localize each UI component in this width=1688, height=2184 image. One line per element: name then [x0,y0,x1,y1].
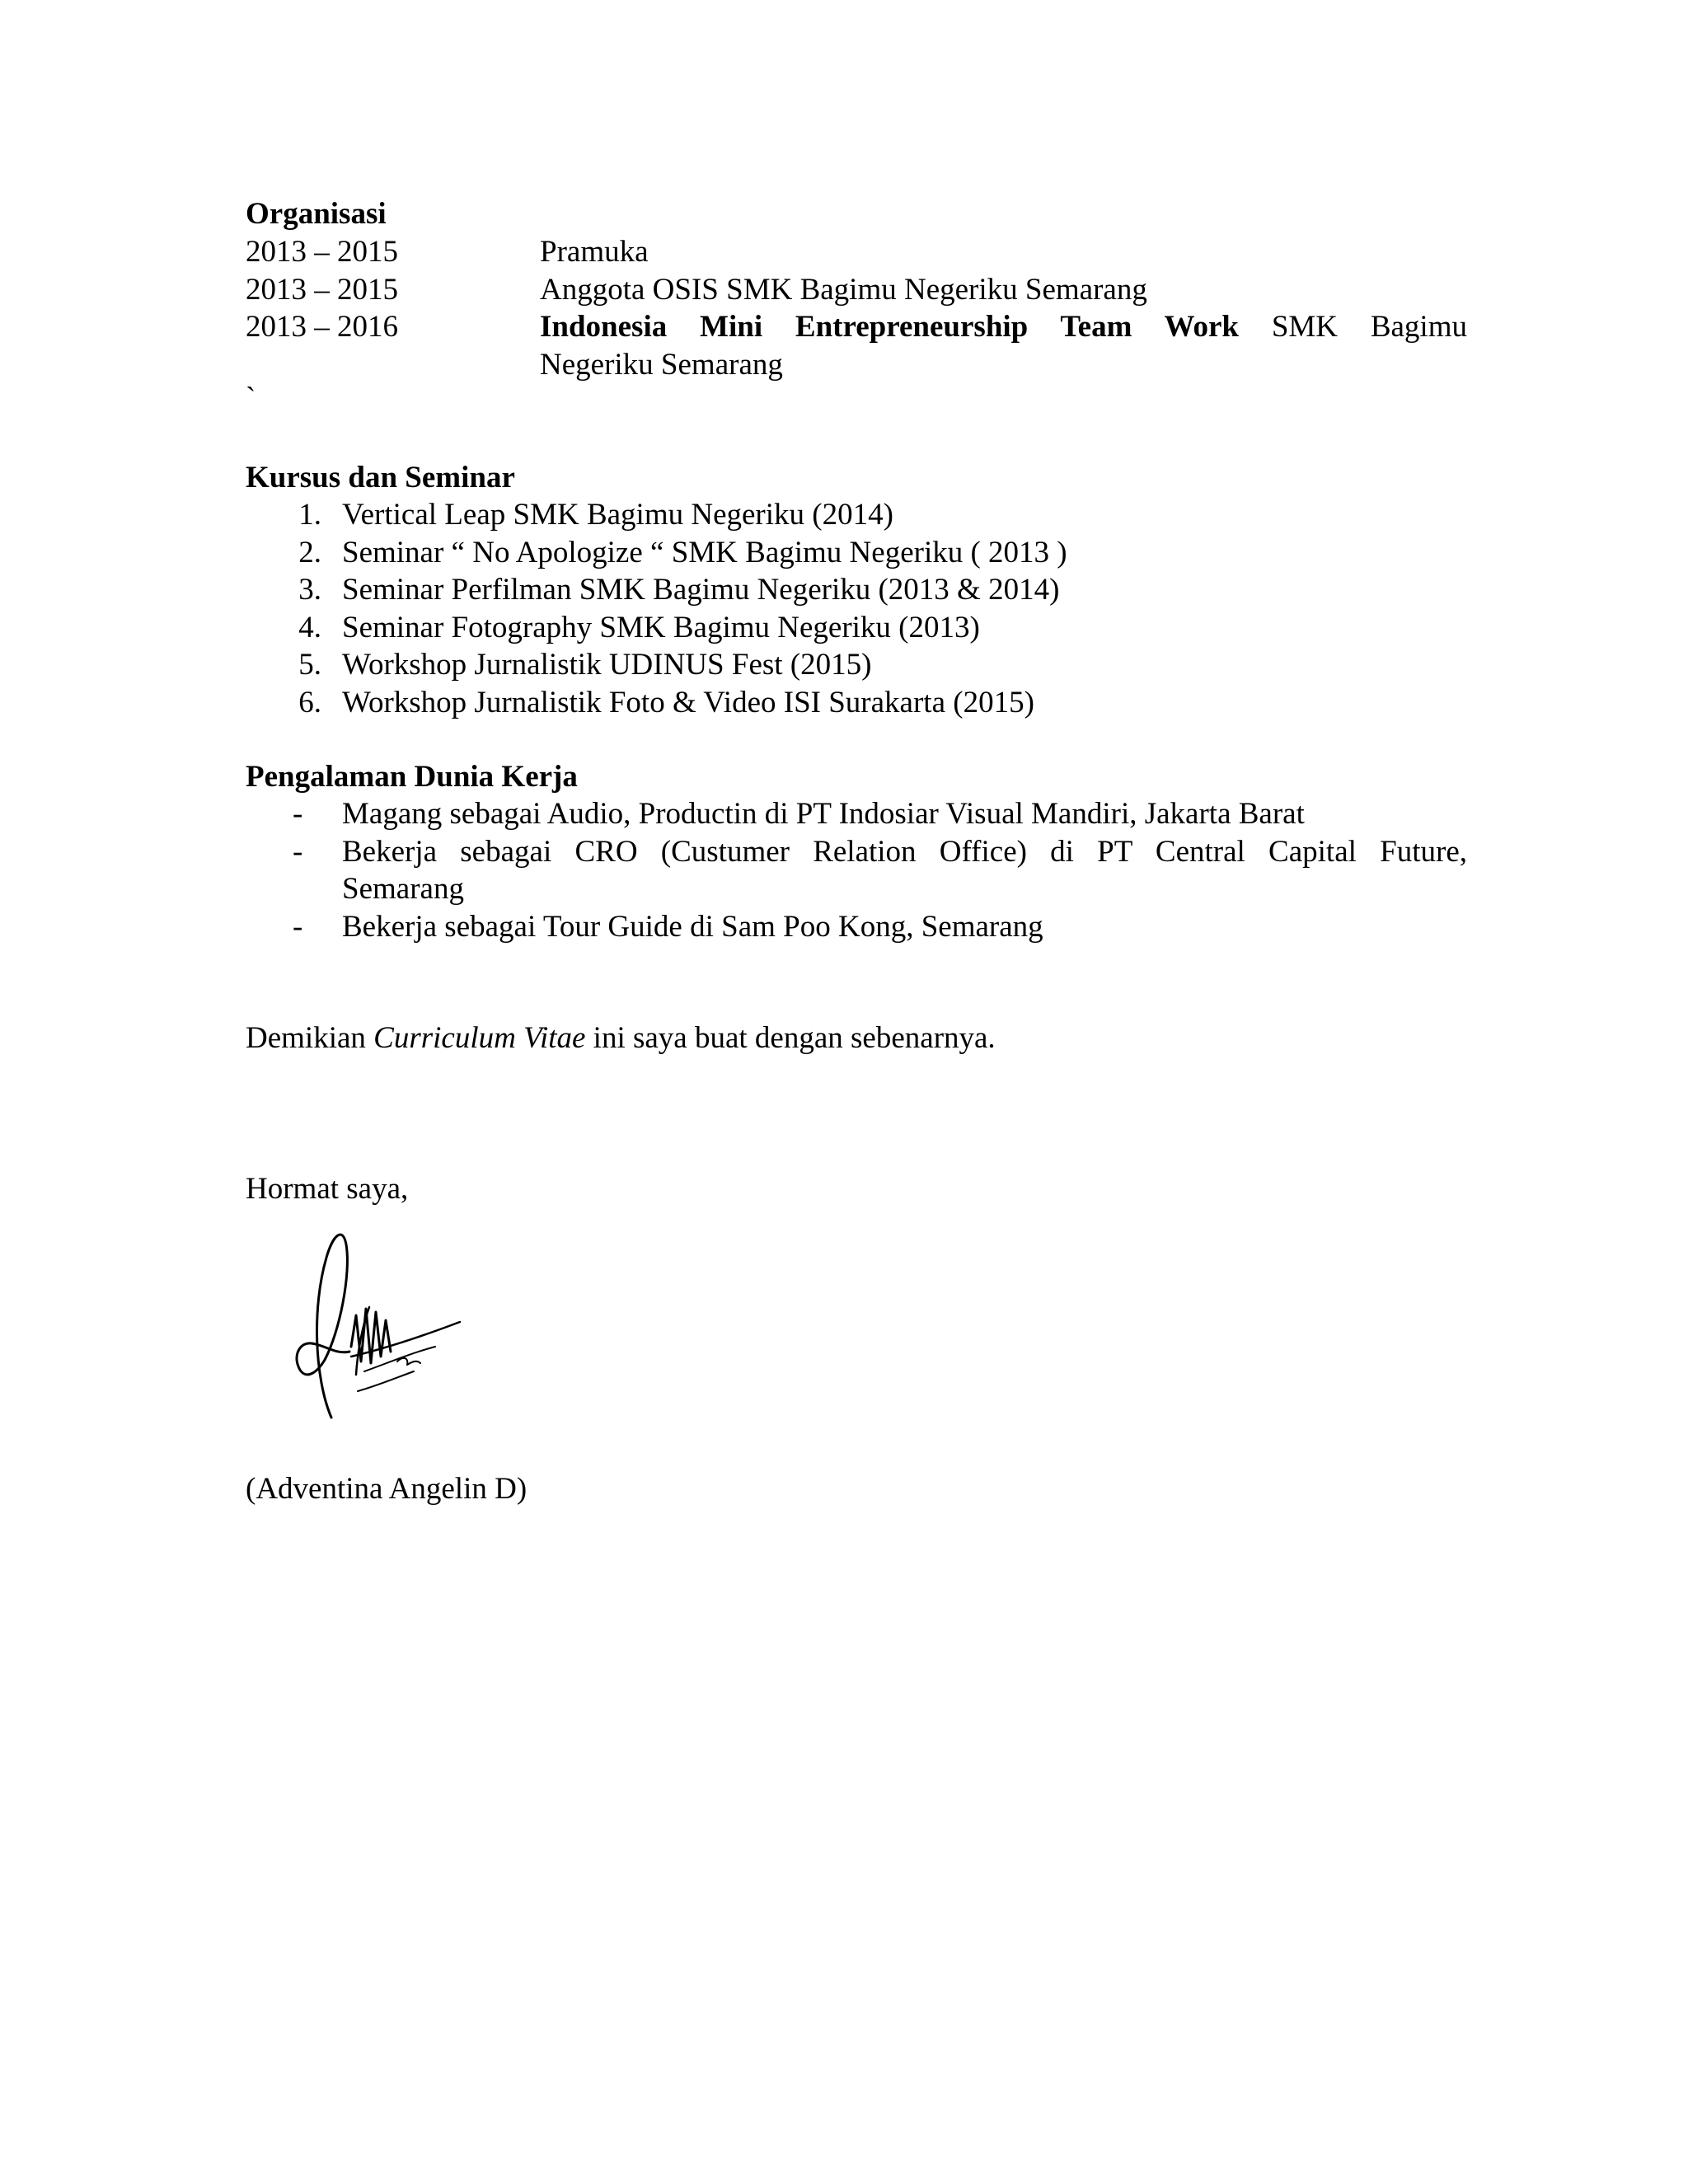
greeting: Hormat saya, [246,1172,409,1206]
closing-prefix: Demikian [246,1021,366,1055]
org-row-text: Pramuka [540,235,649,269]
section-heading-pengalaman: Pengalaman Dunia Kerja [246,760,578,794]
list-item: Bekerja sebagai Tour Guide di Sam Poo Kong, Semarang [342,910,1043,944]
list-item: Vertical Leap SMK Bagimu Negeriku (2014) [342,498,893,532]
list-item: Seminar Fotography SMK Bagimu Negeriku (2013) [342,611,980,644]
org-row-continuation: Negeriku Semarang [540,348,783,382]
org-row-years: 2013 – 2015 [246,235,398,269]
org-row-text [540,309,1467,345]
list-item: Bekerja sebagai CRO (Custumer Relation Office) di PT Central Capital Future, [342,835,1467,869]
list-item: Workshop Jurnalistik UDINUS Fest (2015) [342,648,872,682]
signature [272,1210,495,1457]
org-row-text: Anggota OSIS SMK Bagimu Negeriku Semarang [540,273,1147,307]
stray-mark: ` [246,382,256,415]
list-number: 4. [298,611,321,644]
closing-suffix: ini saya buat dengan sebenarnya. [593,1021,996,1055]
bullet-dash: - [293,797,303,831]
section-heading-kursus: Kursus dan Seminar [246,461,515,494]
list-item: Seminar Perfilman SMK Bagimu Negeriku (2013 & 2014) [342,573,1060,607]
org-row-years: 2013 – 2015 [246,273,398,307]
org-row-bold-text: Indonesia Mini Entrepreneurship Team Work [540,310,1240,344]
org-row-text-tail: SMK Bagimu [1271,310,1467,344]
bullet-dash: - [293,835,303,869]
list-number: 1. [298,498,321,532]
list-number: 5. [298,648,321,682]
list-number: 2. [298,536,321,569]
signatory-name: (Adventina Angelin D) [246,1472,528,1506]
bullet-dash: - [293,910,303,944]
list-number: 3. [298,573,321,607]
closing-statement [246,1020,996,1057]
list-item: Magang sebagai Audio, Productin di PT Indosiar Visual Mandiri, Jakarta Barat [342,797,1305,831]
list-item: Workshop Jurnalistik Foto & Video ISI Surakarta (2015) [342,686,1034,719]
list-item-continuation: Semarang [342,872,464,906]
list-item: Seminar “ No Apologize “ SMK Bagimu Negeriku ( 2013 ) [342,536,1067,569]
section-heading-organisasi: Organisasi [246,197,387,231]
list-number: 6. [298,686,321,719]
org-row-years: 2013 – 2016 [246,310,398,344]
closing-italic: Curriculum Vitae [373,1021,586,1055]
